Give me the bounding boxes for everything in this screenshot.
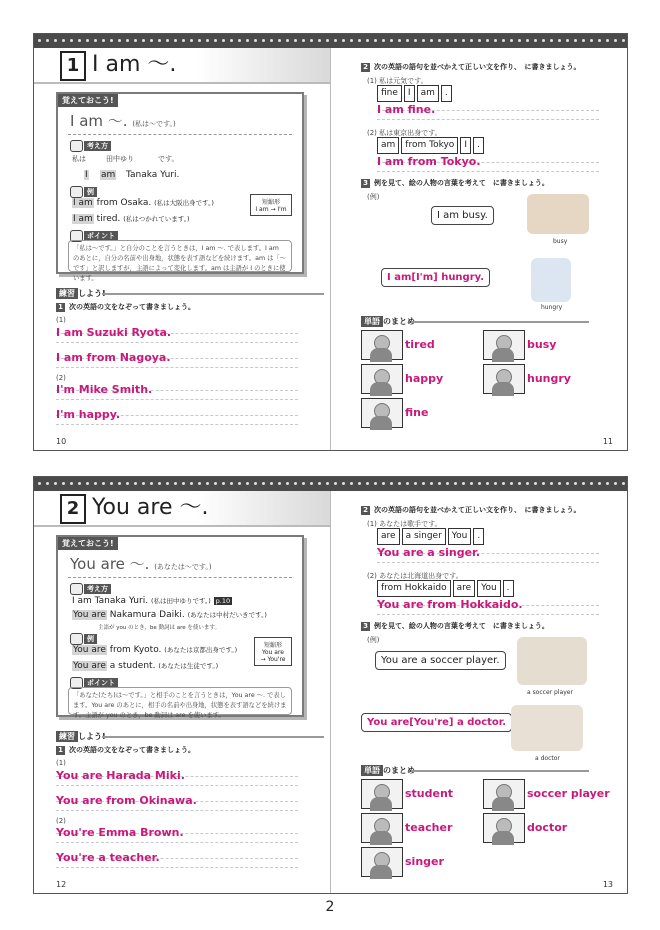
example-2: I am tired. (私はつかれています。) <box>73 214 190 224</box>
dot-decoration <box>158 39 161 42</box>
dot-decoration <box>246 39 249 42</box>
vocab-word-4: hungry <box>527 372 571 385</box>
dot-decoration <box>38 39 41 42</box>
word-tile[interactable]: am <box>417 85 439 102</box>
dot-decoration <box>198 39 201 42</box>
page-number-left: 10 <box>56 437 67 446</box>
dot-decoration <box>158 482 161 485</box>
vocab-word-3: teacher <box>405 821 453 834</box>
caption-doctor: a doctor <box>535 755 560 762</box>
vocab-picture <box>483 330 525 360</box>
dot-decoration <box>374 39 377 42</box>
dot-decoration <box>510 482 513 485</box>
q2b-answer: I am from Tokyo. <box>377 155 481 168</box>
dot-decoration <box>502 39 505 42</box>
dot-decoration <box>150 482 153 485</box>
practice-question: 1 次の英語の文をなぞって書きましょう。 <box>56 302 195 312</box>
pattern-title <box>70 110 176 131</box>
vocab-word-2: busy <box>527 338 557 351</box>
q3-example-label: (例) <box>367 636 380 644</box>
dot-decoration <box>582 39 585 42</box>
example-1: I am from Osaka. (私は大阪出身です。) <box>73 198 214 208</box>
dot-decoration <box>454 482 457 485</box>
dot-decoration <box>470 39 473 42</box>
dot-decoration <box>270 39 273 42</box>
word-tile[interactable]: I <box>460 137 471 154</box>
dotted-header-bar <box>34 477 627 491</box>
dot-decoration <box>166 482 169 485</box>
dot-decoration <box>534 39 537 42</box>
think-word-3: です。 <box>158 155 179 163</box>
practice-heading: 練習 しよう! <box>56 731 106 742</box>
q2a-prompt: (1) 私は元気です。 <box>367 77 428 85</box>
dot-decoration <box>510 39 513 42</box>
dot-decoration <box>46 482 49 485</box>
vocab-word-5: fine <box>405 406 429 419</box>
q2-instruction: 2 次の英語の語句を並べかえて正しい文を作り、 に書きましょう。 <box>361 62 581 72</box>
example-tag: 例 <box>84 187 97 197</box>
dot-decoration <box>526 39 529 42</box>
q2a-word-tiles <box>377 528 484 545</box>
dot-decoration <box>230 39 233 42</box>
dot-decoration <box>262 39 265 42</box>
dot-decoration <box>230 482 233 485</box>
dot-decoration <box>414 482 417 485</box>
speech-bubble-example: You are a soccer player. <box>375 651 506 670</box>
dot-decoration <box>574 482 577 485</box>
doctor-illustration <box>511 705 583 751</box>
dot-decoration <box>542 39 545 42</box>
contraction-note: 短縮形 I am → I'm <box>250 194 292 216</box>
soccer-illustration <box>517 637 587 685</box>
footer-page-number: 2 <box>325 899 335 915</box>
vocab-picture <box>483 779 525 809</box>
dot-decoration <box>150 39 153 42</box>
q2b-prompt: (2) 私は東京出身です。 <box>367 129 442 137</box>
practice-question: 1 次の英語の文をなぞって書きましょう。 <box>56 745 195 755</box>
dot-decoration <box>430 39 433 42</box>
dot-decoration <box>78 482 81 485</box>
dot-decoration <box>206 39 209 42</box>
dot-decoration <box>262 482 265 485</box>
q2b-word-tiles <box>377 137 484 154</box>
dot-decoration <box>590 482 593 485</box>
dot-decoration <box>350 482 353 485</box>
dot-decoration <box>446 482 449 485</box>
dot-decoration <box>326 482 329 485</box>
dot-decoration <box>622 39 625 42</box>
word-tile[interactable]: am <box>377 137 399 154</box>
dot-decoration <box>126 39 129 42</box>
vocab-word-2: soccer player <box>527 787 610 800</box>
dot-decoration <box>174 482 177 485</box>
vocab-picture <box>483 364 525 394</box>
dot-decoration <box>478 482 481 485</box>
dot-decoration <box>102 482 105 485</box>
dot-decoration <box>286 39 289 42</box>
dot-decoration <box>574 39 577 42</box>
dot-decoration <box>222 482 225 485</box>
think-tag: 考え方 <box>84 141 111 151</box>
trace-line-4: I'm happy. <box>56 408 121 421</box>
example-tag: 例 <box>84 634 97 644</box>
word-tile[interactable]: are <box>377 528 400 545</box>
pattern-gloss: (私は〜です。) <box>132 120 176 128</box>
dot-decoration <box>190 482 193 485</box>
left-page <box>34 48 331 450</box>
dot-decoration <box>302 482 305 485</box>
dot-decoration <box>342 39 345 42</box>
spread-unit-2 <box>33 476 628 894</box>
dot-decoration <box>358 39 361 42</box>
dot-decoration <box>318 39 321 42</box>
dot-decoration <box>54 482 57 485</box>
dot-decoration <box>486 482 489 485</box>
dot-decoration <box>550 482 553 485</box>
q2-instruction: 2 次の英語の語句を並べかえて正しい文を作り、 に書きましょう。 <box>361 505 581 515</box>
dot-decoration <box>494 482 497 485</box>
dot-decoration <box>102 39 105 42</box>
dot-decoration <box>238 39 241 42</box>
word-tile[interactable]: . <box>503 580 514 597</box>
dot-decoration <box>558 482 561 485</box>
dot-decoration <box>302 39 305 42</box>
dot-decoration <box>310 482 313 485</box>
dot-decoration <box>422 39 425 42</box>
dot-decoration <box>206 482 209 485</box>
dot-decoration <box>406 482 409 485</box>
q2a-word-tiles <box>377 85 452 102</box>
dot-decoration <box>454 39 457 42</box>
speech-bubble-answer: You are[You're] a doctor. <box>361 713 512 732</box>
dot-decoration <box>62 482 65 485</box>
dot-decoration <box>294 482 297 485</box>
dot-decoration <box>86 482 89 485</box>
dot-decoration <box>94 39 97 42</box>
dot-decoration <box>494 39 497 42</box>
vocab-picture <box>361 779 403 809</box>
dot-decoration <box>390 39 393 42</box>
face-icon <box>70 140 83 152</box>
caption-soccer-player: a soccer player <box>527 689 573 696</box>
vocab-word-1: tired <box>405 338 435 351</box>
dot-decoration <box>598 482 601 485</box>
q2b-word-tiles <box>377 580 514 597</box>
vocab-picture <box>361 330 403 360</box>
dot-decoration <box>606 39 609 42</box>
sub-2: (2) <box>56 374 66 382</box>
dot-decoration <box>294 39 297 42</box>
dot-decoration <box>486 39 489 42</box>
think-word-2: 田中ゆり <box>106 155 134 163</box>
trace-line-2: You are from Okinawa. <box>56 794 197 807</box>
sub-2: (2) <box>56 817 66 825</box>
point-tag: ポイント <box>84 231 118 241</box>
dot-decoration <box>166 39 169 42</box>
vocab-picture <box>361 847 403 877</box>
dot-decoration <box>590 39 593 42</box>
dot-decoration <box>566 39 569 42</box>
divider <box>68 577 292 578</box>
dot-decoration <box>182 482 185 485</box>
pattern-gloss: (あなたは〜です。) <box>154 563 212 571</box>
left-page <box>34 491 331 893</box>
dot-decoration <box>118 39 121 42</box>
speech-bubble-answer: I am[I'm] hungry. <box>381 268 490 287</box>
word-tile[interactable]: I <box>404 85 415 102</box>
dot-decoration <box>46 39 49 42</box>
dot-decoration <box>238 482 241 485</box>
word-tile[interactable]: fine <box>377 85 402 102</box>
dot-decoration <box>558 39 561 42</box>
practice-heading: 練習 しよう! <box>56 288 106 299</box>
think-line-1: I am Tanaka Yuri. (私は田中ゆりです。) p.10 <box>72 596 231 606</box>
dot-decoration <box>334 39 337 42</box>
trace-line-3: You're Emma Brown. <box>56 826 184 839</box>
spread-unit-1 <box>33 33 628 451</box>
pattern-text: I am 〜. <box>70 112 128 130</box>
hungry-illustration <box>531 258 571 302</box>
dot-decoration <box>382 482 385 485</box>
vocab-heading: 単語 のまとめ <box>361 765 415 776</box>
dot-decoration <box>78 39 81 42</box>
dot-decoration <box>438 39 441 42</box>
point-text: 「あなた(たち)は〜です。」と相手のことを言うときは，You are 〜. で表します。You are のあとに，相手の名前や出身地，状態を表す語などを続けます。主語が you のとき，be 動詞は are を使います。 <box>68 687 292 715</box>
dot-decoration <box>606 482 609 485</box>
dot-decoration <box>414 39 417 42</box>
dot-decoration <box>62 39 65 42</box>
point-tag: ポイント <box>84 678 118 688</box>
pattern-text: You are 〜. <box>70 555 150 573</box>
example-icon <box>70 633 83 645</box>
word-tile[interactable]: . <box>441 85 452 102</box>
dot-decoration <box>286 482 289 485</box>
dot-decoration <box>326 39 329 42</box>
example-icon <box>70 186 83 198</box>
dot-decoration <box>86 39 89 42</box>
dot-decoration <box>110 482 113 485</box>
vocab-picture <box>361 398 403 428</box>
trace-line-1: You are Harada Miki. <box>56 769 185 782</box>
trace-line-2: I am from Nagoya. <box>56 351 171 364</box>
dot-decoration <box>342 482 345 485</box>
dot-decoration <box>222 39 225 42</box>
learn-tab: 覚えておこう! <box>58 94 118 107</box>
dot-decoration <box>278 39 281 42</box>
word-tile[interactable]: You <box>477 580 501 597</box>
trace-line-3: I'm Mike Smith. <box>56 383 153 396</box>
dot-decoration <box>358 482 361 485</box>
q3-example-label: (例) <box>367 193 380 201</box>
dot-decoration <box>214 39 217 42</box>
word-tile[interactable]: from Tokyo <box>401 137 458 154</box>
dot-decoration <box>390 482 393 485</box>
word-tile[interactable]: from Hokkaido <box>377 580 451 597</box>
q2b-answer: You are from Hokkaido. <box>377 598 523 611</box>
dot-decoration <box>622 482 625 485</box>
vocab-word-5: singer <box>405 855 444 868</box>
dot-decoration <box>582 482 585 485</box>
word-tile[interactable]: are <box>453 580 476 597</box>
dot-decoration <box>110 39 113 42</box>
page-number-left: 12 <box>56 880 67 889</box>
dot-decoration <box>382 39 385 42</box>
example-1: You are from Kyoto. (あなたは京都出身です。) <box>73 645 238 655</box>
q2a-answer: You are a singer. <box>377 546 481 559</box>
busy-illustration <box>527 194 589 234</box>
word-tile[interactable]: . <box>473 528 484 545</box>
dot-decoration <box>254 39 257 42</box>
dot-decoration <box>38 482 41 485</box>
dot-decoration <box>438 482 441 485</box>
dot-decoration <box>550 39 553 42</box>
dot-decoration <box>422 482 425 485</box>
dot-decoration <box>502 482 505 485</box>
think-tag: 考え方 <box>84 584 111 594</box>
vocab-picture <box>361 813 403 843</box>
think-line-2: You are Nakamura Daiki. (あなたは中村だいきです。) <box>73 610 267 620</box>
dotted-header-bar <box>34 34 627 48</box>
divider <box>68 134 292 135</box>
vocab-word-4: doctor <box>527 821 568 834</box>
word-tile[interactable]: You <box>448 528 472 545</box>
unit-number: 2 <box>60 494 86 524</box>
dot-decoration <box>598 39 601 42</box>
contraction-note: 短縮形 You are → You're <box>254 637 292 666</box>
dot-decoration <box>534 482 537 485</box>
dot-decoration <box>318 482 321 485</box>
caption-hungry: hungry <box>541 304 563 311</box>
think-en-2: am <box>101 170 116 180</box>
dot-decoration <box>70 39 73 42</box>
dot-decoration <box>542 482 545 485</box>
dot-decoration <box>198 482 201 485</box>
q3-instruction: 3 例を見て、絵の人物の言葉を考えて に書きましょう。 <box>361 178 549 188</box>
dot-decoration <box>134 39 137 42</box>
q2a-answer: I am fine. <box>377 103 436 116</box>
sub-1: (1) <box>56 759 66 767</box>
word-tile[interactable]: . <box>473 137 484 154</box>
dot-decoration <box>54 39 57 42</box>
sub-1: (1) <box>56 316 66 324</box>
dot-decoration <box>278 482 281 485</box>
vocab-word-1: student <box>405 787 454 800</box>
page-number-right: 13 <box>602 880 613 889</box>
dot-decoration <box>406 39 409 42</box>
dot-decoration <box>334 482 337 485</box>
dot-decoration <box>526 482 529 485</box>
q2b-prompt: (2) あなたは北海道出身です。 <box>367 572 463 580</box>
point-text: 「私は〜です。」と自分のことを言うときは，I am 〜. で表します。I am のあとに，自分の名前や出身地，状態を表す語などを続けます。am は「〜です」と訳しますが，主語によって変化します。am は主語が I のときに使います。 <box>68 240 292 272</box>
dot-decoration <box>118 482 121 485</box>
q2a-prompt: (1) あなたは歌手です。 <box>367 520 442 528</box>
dot-decoration <box>614 482 617 485</box>
vocab-word-3: happy <box>405 372 444 385</box>
right-page <box>331 48 627 450</box>
example-2: You are a student. (あなたは生徒です。) <box>73 661 219 671</box>
dot-decoration <box>270 482 273 485</box>
unit-number: 1 <box>60 51 86 81</box>
unit-title-bar <box>34 48 330 84</box>
dot-decoration <box>134 482 137 485</box>
dot-decoration <box>374 482 377 485</box>
dot-decoration <box>366 39 369 42</box>
unit-title-bar <box>34 491 330 527</box>
face-icon <box>70 583 83 595</box>
dot-decoration <box>94 482 97 485</box>
unit-title: I am 〜. <box>92 52 177 77</box>
vocab-picture <box>361 364 403 394</box>
trace-line-4: You're a teacher. <box>56 851 160 864</box>
dot-decoration <box>182 39 185 42</box>
dot-decoration <box>126 482 129 485</box>
dot-decoration <box>430 482 433 485</box>
think-en-1: I <box>85 170 88 180</box>
trace-line-1: I am Suzuki Ryota. <box>56 326 172 339</box>
caption-busy: busy <box>553 238 568 245</box>
page-number-right: 11 <box>602 437 613 446</box>
dot-decoration <box>398 482 401 485</box>
dot-decoration <box>566 482 569 485</box>
q3-instruction: 3 例を見て、絵の人物の言葉を考えて に書きましょう。 <box>361 621 549 631</box>
dot-decoration <box>310 39 313 42</box>
dot-decoration <box>446 39 449 42</box>
dot-decoration <box>366 482 369 485</box>
dot-decoration <box>398 39 401 42</box>
dot-decoration <box>70 482 73 485</box>
think-note: 主語が you のとき，be 動詞は are を使います。 <box>98 625 220 631</box>
learn-box <box>56 92 304 282</box>
right-page <box>331 491 627 893</box>
dot-decoration <box>350 39 353 42</box>
pattern-title <box>70 553 212 574</box>
dot-decoration <box>246 482 249 485</box>
dot-decoration <box>142 482 145 485</box>
learn-tab: 覚えておこう! <box>58 537 118 550</box>
dot-decoration <box>190 39 193 42</box>
think-en-3: Tanaka Yuri. <box>126 170 180 180</box>
dot-decoration <box>518 482 521 485</box>
dot-decoration <box>470 482 473 485</box>
vocab-heading: 単語 のまとめ <box>361 316 415 327</box>
think-word-1: 私は <box>72 155 86 163</box>
dot-decoration <box>518 39 521 42</box>
dot-decoration <box>254 482 257 485</box>
dot-decoration <box>462 39 465 42</box>
vocab-picture <box>483 813 525 843</box>
dot-decoration <box>214 482 217 485</box>
dot-decoration <box>462 482 465 485</box>
dot-decoration <box>614 39 617 42</box>
word-tile[interactable]: a singer <box>402 528 446 545</box>
unit-title: You are 〜. <box>92 495 209 520</box>
speech-bubble-example: I am busy. <box>431 206 494 225</box>
dot-decoration <box>142 39 145 42</box>
learn-box <box>56 535 304 717</box>
dot-decoration <box>478 39 481 42</box>
dot-decoration <box>174 39 177 42</box>
